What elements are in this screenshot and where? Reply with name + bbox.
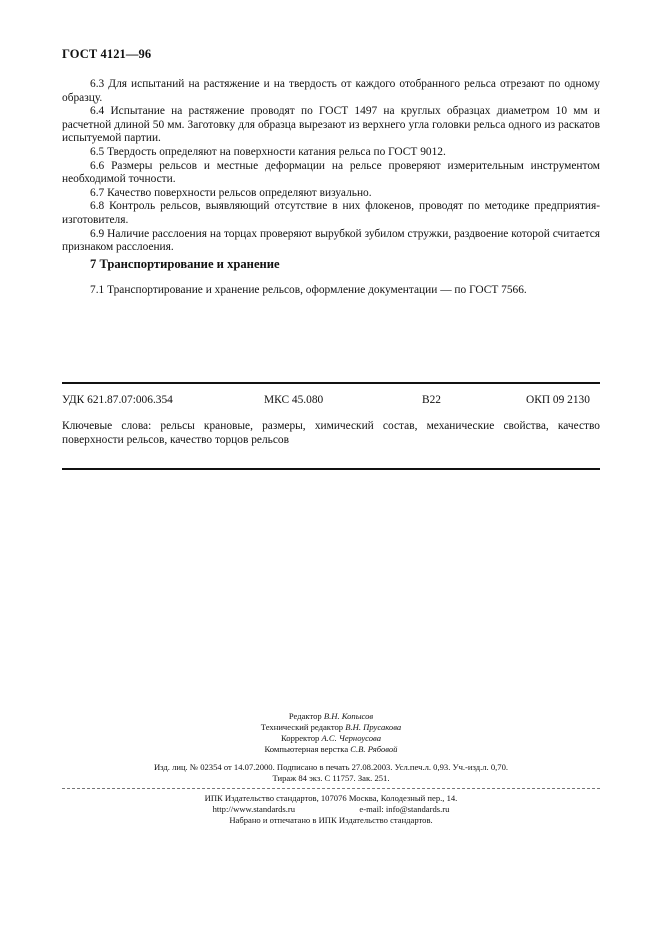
top-divider — [62, 382, 600, 384]
publisher-line-3: Набрано и отпечатано в ИПК Издательство стандартов. — [229, 815, 433, 825]
paragraph-6-8: 6.8 Контроль рельсов, выявляющий отсутствие в них флокенов, проводят по методике предприятия-изготовителя. — [62, 200, 600, 226]
publisher-url: http://www.standards.ru — [212, 804, 296, 814]
paragraph-7-1: 7.1 Транспортирование и хранение рельсов, оформление документации — по ГОСТ 7566. — [90, 284, 527, 296]
section7-body — [62, 284, 600, 298]
okp-code: ОКП 09 2130 — [526, 394, 590, 406]
credit-proofreader: Корректор А.С. Черноусова — [281, 733, 381, 743]
section6-body — [62, 78, 600, 255]
credit-tech-editor: Технический редактор В.Н. Прусакова — [260, 722, 402, 732]
paragraph-6-4: 6.4 Испытание на растяжение проводят по ГОСТ 1497 на круглых образцах диаметром 10 мм и расчетной длиной 50 мм. Заготовку для образца вырезают из верхнего угла головки рельса одного из раскатов испытуемой партии. — [62, 105, 600, 145]
doc-header-code: ГОСТ 4121—96 — [62, 47, 152, 61]
publication-info — [62, 762, 600, 784]
paragraph-6-7: 6.7 Качество поверхности рельсов определяют визуально. — [90, 186, 372, 199]
credit-editor: Редактор В.Н. Копысов — [288, 711, 374, 721]
paragraph-6-9: 6.9 Наличие расслоения на торцах проверяют вырубкой зубилом стружки, раздвоение которой считается признаком расслоения. — [62, 227, 600, 254]
group-code: В22 — [422, 394, 441, 406]
publication-line-1: Изд. лиц. № 02354 от 14.07.2000. Подписано в печать 27.08.2003. Усл.печ.л. 0,93. Уч.-изд.л. 0,70. — [153, 762, 509, 772]
imprint-divider — [62, 788, 600, 789]
paragraph-6-5: 6.5 Твердость определяют на поверхности катания рельса по ГОСТ 9012. — [90, 145, 446, 158]
mks-code: МКС 45.080 — [264, 394, 324, 406]
keywords-text: Ключевые слова: рельсы крановые, размеры, химический состав, механические свойства, качество поверхности рельсов, качество торцов рельсов — [62, 420, 600, 446]
publisher-info — [62, 793, 600, 826]
credits-block — [62, 711, 600, 755]
paragraph-6-6: 6.6 Размеры рельсов и местные деформации на рельсе проверяют измерительным инструментом необходимой точности. — [62, 159, 600, 186]
publication-line-2: Тираж 84 экз. С 11757. Зак. 251. — [272, 773, 390, 783]
udk-code: УДК 621.87.07:006.354 — [62, 394, 173, 406]
publisher-line-1: ИПК Издательство стандартов, 107076 Москва, Колодезный пер., 14. — [204, 793, 458, 803]
paragraph-6-3: 6.3 Для испытаний на растяжение и на твердость от каждого отобранного рельса отрезают по одному образцу. — [62, 78, 600, 104]
credit-layout: Компьютерная верстка С.В. Рябовой — [264, 744, 398, 754]
publisher-email: e-mail: info@standards.ru — [359, 804, 450, 814]
bottom-divider — [62, 468, 600, 470]
section7-title: 7 Транспортирование и хранение — [90, 257, 280, 271]
publisher-contacts — [62, 804, 600, 815]
